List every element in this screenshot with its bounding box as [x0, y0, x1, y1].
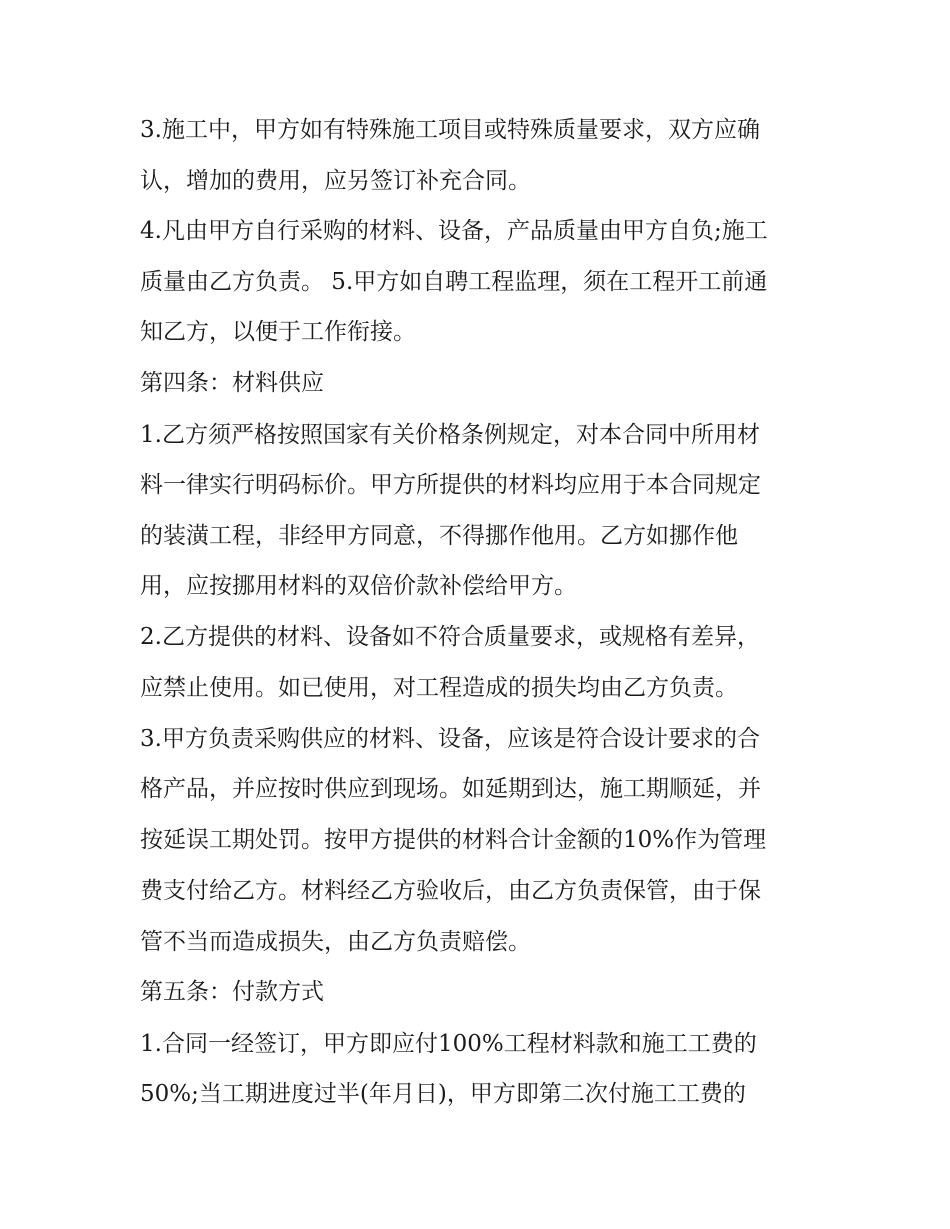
text-line: 应禁止使用。如已使用，对工程造成的损失均由乙方负责。: [140, 675, 738, 701]
section-heading: 第五条：付款方式: [140, 979, 324, 1005]
text-line: 认，增加的费用，应另签订补充合同。: [140, 168, 531, 194]
text-line: 的装潢工程，非经甲方同意，不得挪作他用。乙方如挪作他: [140, 523, 738, 549]
section-heading: 第四条：材料供应: [140, 370, 324, 396]
text-line: 1.乙方须严格按照国家有关价格条例规定，对本合同中所用材: [140, 422, 760, 448]
text-line: 3.施工中，甲方如有特殊施工项目或特殊质量要求，双方应确: [140, 117, 760, 143]
text-line: 质量由乙方负责。 5.甲方如自聘工程监理，须在工程开工前通: [140, 269, 768, 295]
text-line: 按延误工期处罚。按甲方提供的材料合计金额的10%作为管理: [140, 827, 767, 853]
text-line: 料一律实行明码标价。甲方所提供的材料均应用于本合同规定: [140, 472, 761, 498]
text-line: 管不当而造成损失，由乙方负责赔偿。: [140, 929, 531, 955]
text-line: 费支付给乙方。材料经乙方验收后，由乙方负责保管，由于保: [140, 878, 761, 904]
text-line: 1.合同一经签订，甲方即应付100%工程材料款和施工工费的: [140, 1031, 757, 1057]
text-line: 用，应按挪用材料的双倍价款补偿给甲方。: [140, 573, 577, 599]
text-line: 4.凡由甲方自行采购的材料、设备，产品质量由甲方自负;施工: [140, 218, 768, 244]
text-line: 3.甲方负责采购供应的材料、设备，应该是符合设计要求的合: [140, 726, 760, 752]
text-line: 知乙方，以便于工作衔接。: [140, 319, 416, 345]
text-line: 格产品，并应按时供应到现场。如延期到达，施工期顺延，并: [140, 776, 761, 802]
text-line: 50%;当工期进度过半(年月日)，甲方即第二次付施工工费的: [140, 1081, 746, 1107]
text-line: 2.乙方提供的材料、设备如不符合质量要求，或规格有差异，: [140, 624, 760, 650]
